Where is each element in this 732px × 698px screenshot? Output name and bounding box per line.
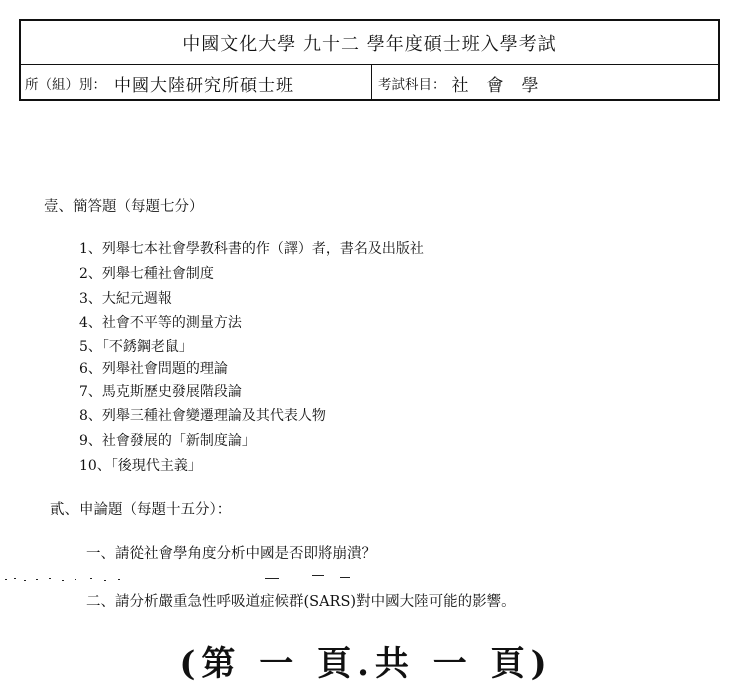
short-answer-item: 10、「後現代主義」 bbox=[79, 458, 202, 474]
short-answer-item: 4、社會不平等的測量方法 bbox=[79, 315, 242, 331]
short-answer-item: 6、列舉社會問題的理論 bbox=[79, 361, 228, 377]
subject-value: 社會學 bbox=[451, 75, 557, 96]
exam-info-row bbox=[21, 65, 718, 101]
scan-speckle-noise bbox=[0, 568, 732, 588]
short-answer-item: 9、社會發展的「新制度論」 bbox=[79, 433, 256, 449]
subject-label: 考試科目： bbox=[378, 77, 446, 93]
short-answer-item: 2、列舉七種社會制度 bbox=[79, 266, 214, 282]
short-answer-item: 1、列舉七本社會學教科書的作（譯）者，書名及出版社 bbox=[79, 241, 424, 257]
department-label: 所（組）別： bbox=[25, 77, 106, 93]
exam-header-table bbox=[19, 19, 720, 101]
department-cell bbox=[21, 65, 372, 101]
section-essay-title: 貳、申論題（每題十五分）： bbox=[50, 502, 232, 518]
exam-title: 中國文化大學 九十二 學年度碩士班入學考試 bbox=[21, 21, 718, 65]
subject-cell bbox=[372, 65, 718, 101]
short-answer-item: 7、馬克斯歷史發展階段論 bbox=[79, 384, 242, 400]
short-answer-item: 8、列舉三種社會變遷理論及其代表人物 bbox=[79, 408, 326, 424]
page-number-footer: (第 一 頁.共 一 頁) bbox=[179, 643, 553, 684]
section-short-answer-title: 壹、簡答題（每題七分） bbox=[44, 199, 204, 215]
essay-question-item: 一、請從社會學角度分析中國是否即將崩潰？ bbox=[86, 546, 376, 562]
short-answer-item: 5、「不銹鋼老鼠」 bbox=[79, 339, 193, 355]
short-answer-item: 3、大紀元週報 bbox=[79, 291, 172, 307]
department-value: 中國大陸研究所碩士班 bbox=[114, 75, 294, 96]
essay-question-item: 二、請分析嚴重急性呼吸道症候群(SARS)對中國大陸可能的影響。 bbox=[86, 594, 516, 610]
